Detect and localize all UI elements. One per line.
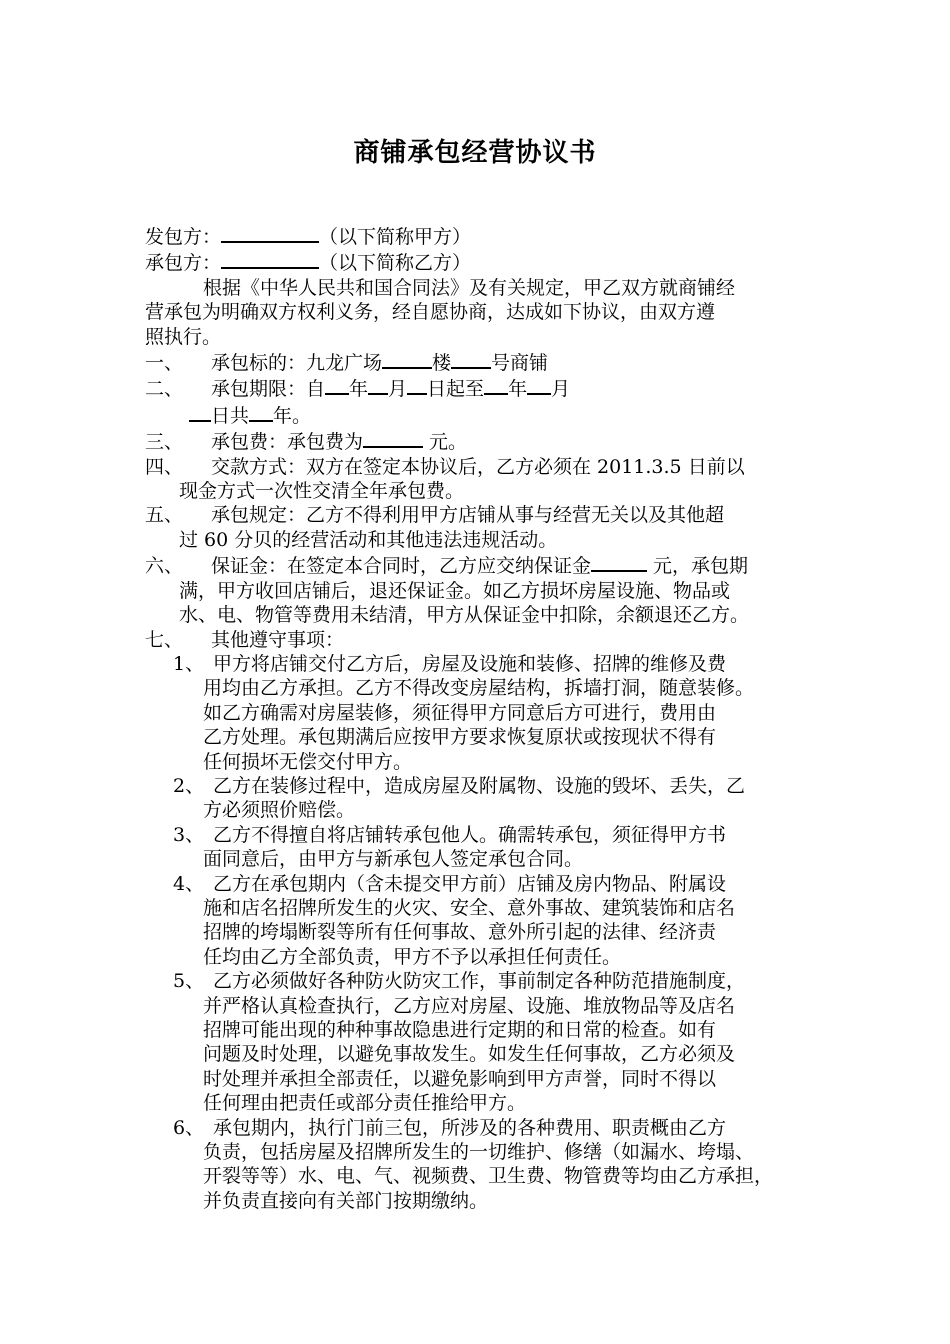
clause-text: 承包期限：自	[211, 378, 326, 401]
sub-item-line: 方必须照价赔偿。	[203, 799, 356, 822]
party-b-label: 承包方：	[145, 252, 222, 275]
sub-item-text: 承包期内，执行门前三包，所涉及的各种费用、职责概由乙方	[213, 1116, 727, 1139]
sub-item-text: 乙方在装修过程中，造成房屋及附属物、设施的毁坏、丢失，乙	[213, 774, 746, 797]
clause-5-continued: 过 60 分贝的经营活动和其他违法违规活动。	[179, 528, 558, 551]
party-b-line	[145, 249, 825, 275]
clause-number: 六、	[145, 555, 184, 578]
clause-text: 年。	[273, 404, 312, 427]
sub-item-line	[145, 652, 825, 676]
party-a-note: （以下简称甲方）	[319, 226, 472, 248]
clause-text: 元，承包期	[647, 555, 749, 578]
document-title: 商铺承包经营协议书	[353, 138, 597, 168]
blank-field	[451, 349, 491, 369]
sub-item-line	[145, 774, 825, 798]
sub-item-line	[145, 872, 825, 896]
sub-item-text: 乙方不得擅自将店铺转承包他人。确需转承包，须征得甲方书	[213, 823, 727, 846]
sub-item-line: 并严格认真检查执行，乙方应对房屋、设施、堆放物品等及店名	[203, 994, 736, 1017]
clause-6-continued: 水、电、物管等费用未结清，甲方从保证金中扣除，余额退还乙方。	[179, 604, 750, 627]
blank-field	[363, 428, 423, 448]
clause-text: 承包标的：九龙广场	[211, 352, 383, 375]
clause-text: 年	[349, 378, 369, 401]
party-a-line	[145, 223, 825, 249]
clause-2-continued	[145, 402, 825, 428]
sub-item-text: 乙方必须做好各种防火防灾工作，事前制定各种防范措施制度，	[213, 970, 746, 993]
sub-item-line: 并负责直接向有关部门按期缴纳。	[203, 1189, 489, 1212]
clause-2	[145, 375, 825, 401]
clause-1	[145, 349, 825, 375]
party-b-blank	[221, 249, 319, 269]
clause-text: 交款方式：双方在签定本协议后，乙方必须在 2011.3.5 日前以	[211, 455, 745, 478]
clause-3	[145, 428, 825, 454]
clause-5	[145, 503, 825, 527]
clause-number: 四、	[145, 455, 184, 478]
clause-text: 日共	[211, 404, 250, 427]
preamble-line: 照执行。	[145, 325, 222, 348]
party-a-blank	[221, 223, 319, 243]
sub-item-list	[145, 652, 825, 1213]
clause-number: 三、	[145, 431, 184, 454]
clause-text: 保证金：在签定本合同时，乙方应交纳保证金	[211, 555, 592, 578]
party-a-label: 发包方：	[145, 226, 222, 248]
sub-item-number: 1、	[173, 652, 205, 675]
sub-item-line: 任何损坏无偿交付甲方。	[203, 750, 413, 773]
sub-item-number: 3、	[173, 823, 205, 846]
clause-number: 七、	[145, 628, 184, 651]
clause-number: 二、	[145, 378, 184, 401]
sub-item-text: 乙方在承包期内（含未提交甲方前）店铺及房内物品、附属设	[213, 872, 727, 895]
sub-item-line	[145, 969, 825, 993]
sub-item-number: 5、	[173, 970, 205, 993]
blank-field	[591, 552, 647, 572]
clause-7	[145, 628, 825, 652]
clause-6	[145, 552, 825, 578]
blank-field	[407, 375, 427, 395]
sub-item-line: 如乙方确需对房屋装修，须征得甲方同意后方可进行，费用由	[203, 701, 717, 724]
blank-field	[325, 375, 349, 395]
preamble-line: 根据《中华人民共和国合同法》及有关规定，甲乙双方就商铺经	[203, 276, 736, 299]
clause-text: 日起至	[427, 378, 485, 401]
blank-field	[368, 375, 388, 395]
blank-field	[527, 375, 551, 395]
sub-item-line: 时处理并承担全部责任，以避免影响到甲方声誉，同时不得以	[203, 1067, 717, 1090]
sub-item-line	[145, 823, 825, 847]
sub-item-line: 任何理由把责任或部分责任推给甲方。	[203, 1092, 527, 1115]
clause-4-continued: 现金方式一次性交清全年承包费。	[179, 480, 465, 503]
sub-item-line	[145, 1116, 825, 1140]
sub-item-line: 负责，包括房屋及招牌所发生的一切维护、修缮（如漏水、垮塌、	[203, 1141, 755, 1164]
clause-text: 元。	[423, 431, 468, 454]
sub-item-line: 任均由乙方全部负责，甲方不予以承担任何责任。	[203, 945, 622, 968]
sub-item-number: 6、	[173, 1116, 205, 1139]
sub-item-line: 施和店名招牌所发生的火灾、安全、意外事故、建筑装饰和店名	[203, 896, 736, 919]
clause-text: 月	[551, 378, 571, 401]
clause-text: 号商铺	[491, 352, 549, 375]
sub-item-text: 甲方将店铺交付乙方后，房屋及设施和装修、招牌的维修及费	[213, 652, 727, 675]
document-body	[145, 223, 825, 1213]
blank-field	[484, 375, 508, 395]
sub-item-line: 招牌可能出现的种种事故隐患进行定期的和日常的检查。如有	[203, 1019, 717, 1041]
blank-field	[249, 402, 273, 422]
clause-6-continued: 满，甲方收回店铺后，退还保证金。如乙方损坏房屋设施、物品或	[179, 579, 731, 602]
sub-item-number: 2、	[173, 774, 205, 797]
sub-item-line: 开裂等等）水、电、气、视频费、卫生费、物管费等均由乙方承担，	[203, 1165, 774, 1188]
clause-4	[145, 455, 825, 479]
clause-text: 月	[388, 378, 408, 401]
sub-item-line: 乙方处理。承包期满后应按甲方要求恢复原状或按现状不得有	[203, 726, 717, 749]
clause-text: 承包费：承包费为	[211, 431, 364, 454]
sub-item-number: 4、	[173, 872, 205, 895]
blank-field	[189, 402, 211, 422]
blank-field	[382, 349, 432, 369]
clause-text: 年	[508, 378, 528, 401]
clause-text: 其他遵守事项：	[211, 628, 345, 651]
sub-item-line: 问题及时处理，以避免事故发生。如发生任何事故，乙方必须及	[203, 1043, 736, 1066]
party-b-note: （以下简称乙方）	[319, 252, 472, 275]
clause-text: 承包规定：乙方不得利用甲方店铺从事与经营无关以及其他超	[211, 504, 725, 527]
sub-item-line: 面同意后，由甲方与新承包人签定承包合同。	[203, 848, 584, 871]
clause-text: 楼	[432, 352, 452, 375]
sub-item-line: 招牌的垮塌断裂等所有任何事故、意外所引起的法律、经济责	[203, 921, 717, 944]
preamble-line: 营承包为明确双方权利义务，经自愿协商，达成如下协议，由双方遵	[145, 301, 716, 324]
sub-item-line: 用均由乙方承担。乙方不得改变房屋结构，拆墙打洞，随意装修。	[203, 677, 755, 700]
clause-number: 一、	[145, 352, 184, 375]
clause-number: 五、	[145, 504, 184, 527]
